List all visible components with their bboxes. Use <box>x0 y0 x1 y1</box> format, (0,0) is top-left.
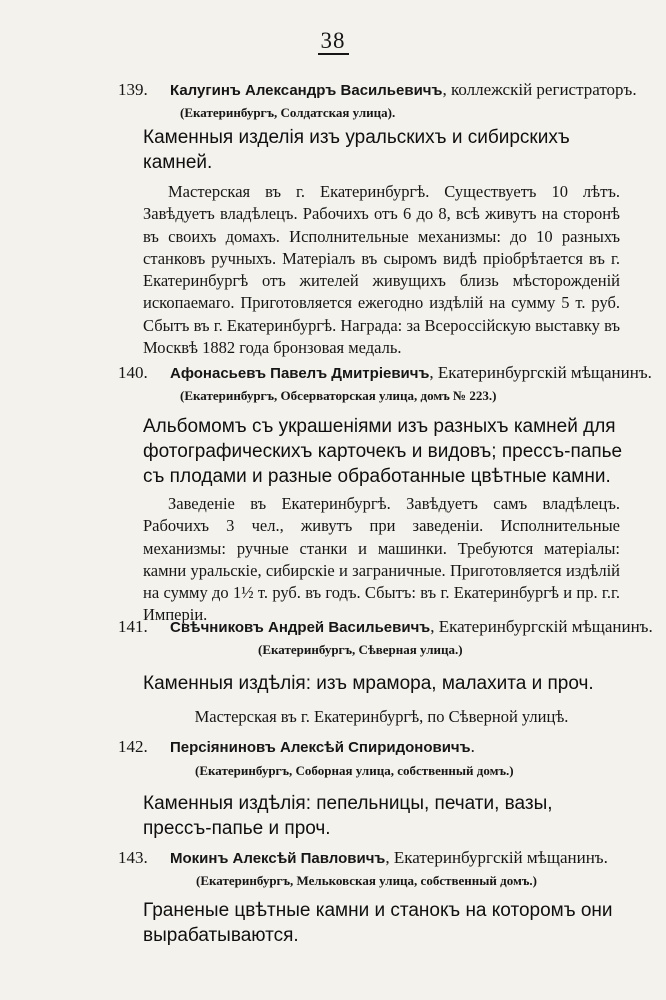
entry-description: Мастерская въ г. Екатеринбургѣ, по Сѣверной улицѣ. <box>194 707 569 726</box>
entry-number: 141. <box>118 617 148 636</box>
entry-address: (Екатеринбургъ, Обсерваторская улица, домъ № 223.) <box>180 388 497 403</box>
entry-title: , Екатеринбургскій мѣщанинъ. <box>430 617 653 636</box>
entry-description: Мастерская въ г. Екатеринбургѣ. Существуетъ 10 лѣтъ. Завѣдуетъ владѣлецъ. Рабочихъ отъ 6 до 8, всѣ живутъ на сторонѣ въ своихъ домахъ. Исполнительные механизмы: до 10 разныхъ станковъ ручныхъ. Матеріалъ въ сыромъ видѣ пріобрѣтается въ г. Екатеринбургѣ отъ жителей живущихъ близь мѣсторожденій ископаемаго. Приготовляется ежегодно издѣлій на сумму 5 т. руб. Сбытъ въ г. Екатеринбургѣ. Награда: за Всероссійскую выставку въ Москвѣ 1882 года бронзовая медаль. <box>143 182 620 358</box>
entry-product: Каменныя изделія изъ уральскихъ и сибирскихъ камней. <box>143 127 570 173</box>
entry-title: . <box>470 737 475 756</box>
entry-name: Свѣчниковъ Андрей Васильевичъ <box>170 619 431 636</box>
entry-address: (Екатеринбургъ, Сѣверная улица.) <box>258 642 463 657</box>
entry-number: 142. <box>118 737 148 756</box>
entry-name: Персіяниновъ Алексѣй Спиридоновичъ <box>170 739 471 756</box>
entry-number: 140. <box>118 363 148 382</box>
entry-address: (Екатеринбургъ, Мельковская улица, собственный домъ.) <box>196 873 537 888</box>
entry-description: Заведеніе въ Екатеринбургѣ. Завѣдуетъ самъ владѣлецъ. Рабочихъ 3 чел., живутъ при заведеніи. Исполнительные механизмы: ручные станки и машинки. Требуются матеріалы: камни уральскіе, сибирскіе и заграничные. Приготовляется издѣлій на сумму до 1½ т. руб. въ годъ. Сбытъ: въ г. Екатеринбургѣ и пр. г.г. Имперіи. <box>143 494 620 625</box>
entry-address: (Екатеринбургъ, Солдатская улица). <box>180 105 396 120</box>
entry-number: 139. <box>118 80 148 99</box>
entry-number: 143. <box>118 848 148 867</box>
entry-name: Афонасьевъ Павелъ Дмитріевичъ <box>170 365 430 382</box>
entry-product: Каменныя издѣлія: изъ мрамора, малахита и проч. <box>143 673 594 694</box>
page-number: 38 <box>0 28 666 54</box>
entry-product: Граненые цвѣтные камни и станокъ на которомъ они вырабатываются. <box>143 900 613 946</box>
entry-product: Альбомомъ съ украшеніями изъ разныхъ камней для фотографическихъ карточекъ и видовъ; прессъ-папье съ плодами и разные обработанные цвѣтные камни. <box>143 416 623 487</box>
entry-title: , Екатеринбургскій мѣщанинъ. <box>429 363 652 382</box>
entry-name: Мокинъ Алексѣй Павловичъ <box>170 850 386 867</box>
entry-name: Калугинъ Александръ Васильевичъ <box>170 82 443 99</box>
entry-address: (Екатеринбургъ, Соборная улица, собственный домъ.) <box>195 763 514 778</box>
entry-product: Каменныя издѣлія: пепельницы, печати, вазы, прессъ-папье и проч. <box>143 793 553 839</box>
entry-title: , Екатеринбургскій мѣщанинъ. <box>385 848 608 867</box>
entry-title: , коллежскій регистраторъ. <box>442 80 637 99</box>
